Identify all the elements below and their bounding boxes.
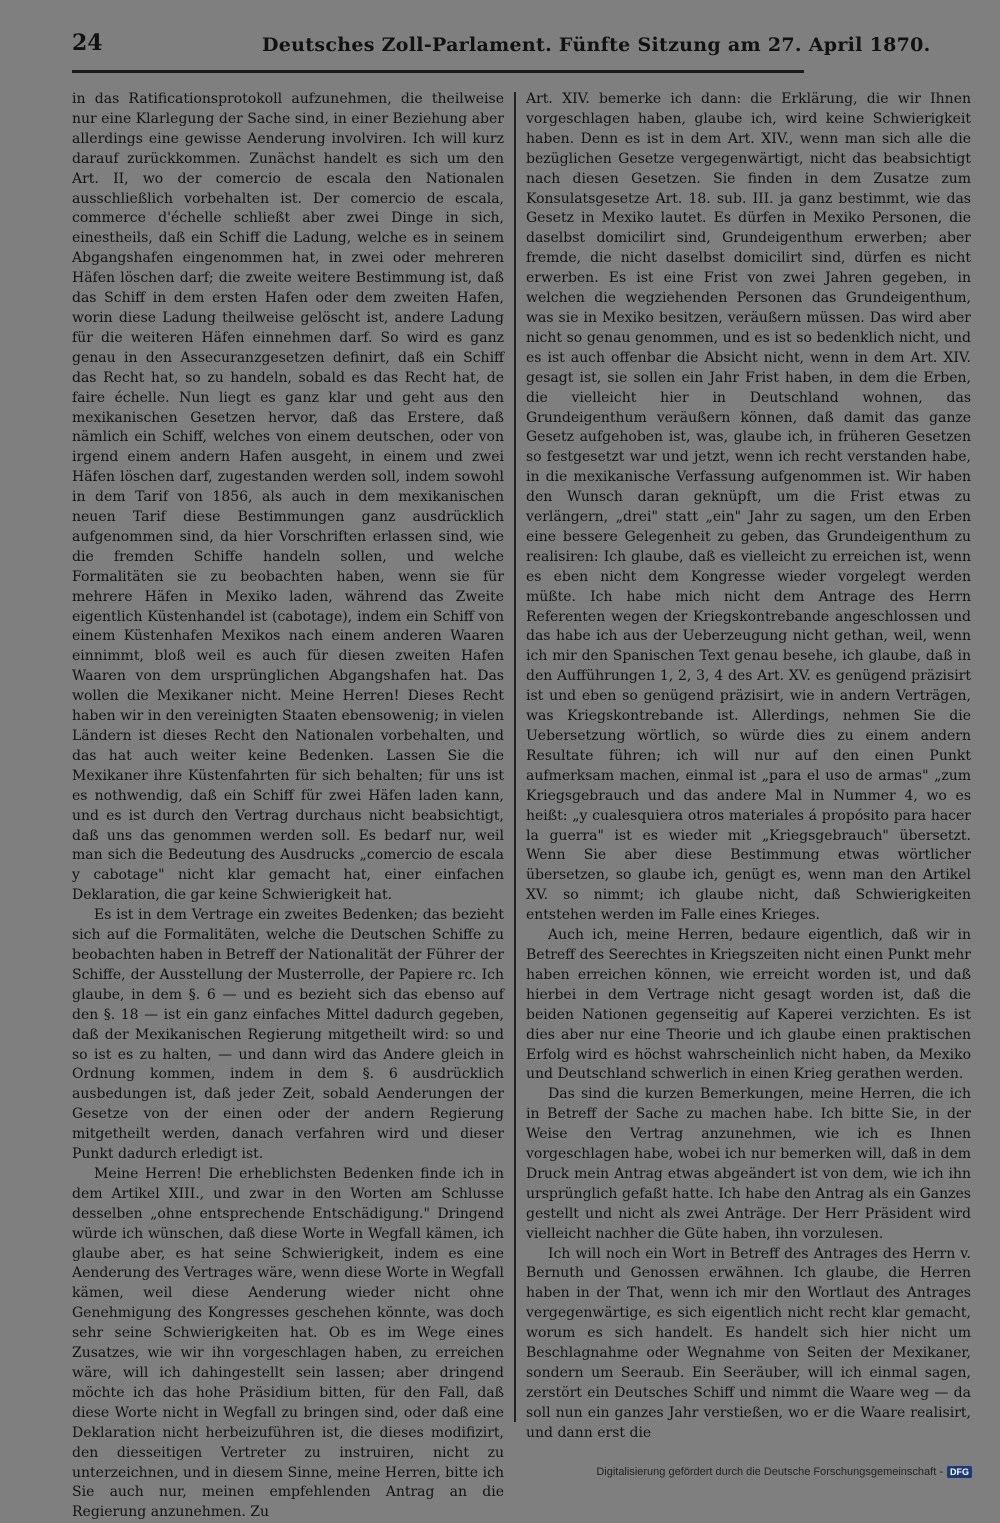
running-title: Deutsches Zoll-Parlament. Fünfte Sitzung am 27. April 1870. [262, 34, 931, 56]
paragraph: Meine Herren! Die erheblichsten Bedenken finde ich in dem Artikel XIII., und zwar in den Worten am Schlusse desselben „ohne entsprechende Entschädigung." Dringend würde ich wünschen, daß diese Worte in Wegfall kämen, ich glaube aber, es hat seine Schwierigkeit, indem es eine Aenderung des Vertrages wäre, wenn diese Worte in Wegfall kämen, weil diese Aenderung wieder nicht ohne Genehmigung des Kongresses geschehen könnte, was doch sehr seine Schwierigkeiten hat. Ob es im Wege eines Zusatzes, wie wir ihn vorgeschlagen haben, zu erreichen wäre, will ich dahingestellt sein lassen; aber dringend möchte ich das hohe Präsidium bitten, für den Fall, daß diese Worte nicht in Wegfall zu bringen sind, oder daß eine Deklaration nicht herbeizuführen ist, die dieses modifizirt, den diesseitigen Vertreter zu instruiren, nicht zu unterzeichnen, und in diesem Sinne, meine Herren, bitte ich Sie auch nur, meinen empfehlenden Antrag an die Regierung anzunehmen. Zu [72, 1165, 504, 1521]
header-rule [72, 70, 804, 73]
paragraph: in das Ratificationsprotokoll aufzunehmen, die theilweise nur eine Klarlegung der Sache sind, in einer Beziehung aber allerdings eine gewisse Aenderung involviren. Ich will kurz darauf zurückkommen. Zunächst handelt es sich um den Art. II, wo der comercio de escala den Nationalen ausschließlich vorbehalten ist. Der comercio de escala, commerce d'échelle schließt aber zwei Dinge in sich, einestheils, daß ein Schiff die Ladung, welche es in seinem Abgangshafen eingenommen hat, in zwei oder mehreren Häfen löschen darf; die zweite weitere Bestimmung ist, daß das Schiff in dem ersten Hafen oder dem zweiten Hafen, worin diese Ladung theilweise gelöscht ist, andere Ladung für die weiteren Häfen einnehmen darf. So wird es ganz genau in den Assecuranzgesetzen definirt, daß ein Schiff das Recht hat, so zu handeln, sobald es das Recht hat, de faire échelle. Nun liegt es ganz klar und geht aus den mexikanischen Gesetzen hervor, daß das Erstere, daß nämlich ein Schiff, welches von einem deutschen, oder von irgend einem andern Hafen ausgeht, in einem und zwei Häfen löschen darf, zugestanden werden soll, indem sowohl in dem Tarif von 1856, als auch in dem mexikanischen neuen Tarif diese Bestimmungen ganz ausdrücklich aufgenommen sind, da hier Vorschriften erlassen sind, wie die fremden Schiffe handeln sollen, und welche Formalitäten sie zu beobachten haben, wenn sie für mehrere Häfen in Mexiko laden, während das Zweite eigentlich Küstenhandel ist (cabotage), indem ein Schiff von einem Küstenhafen Mexikos nach einem anderen Waaren einnimmt, bloß weil es auch für diesen zweiten Hafen Waaren von dem ursprünglichen Abgangshafen hat. Das wollen die Mexikaner nicht. Meine Herren! Dieses Recht haben wir in den vereinigten Staaten ebensowenig; in vielen Ländern ist dieses Recht den Nationalen vorbehalten, und das hat auch weiter keine Bedenken. Lassen Sie die Mexikaner ihre Küstenfahrten für sich behalten; für uns ist es nothwendig, daß ein Schiff für zwei Häfen laden kann, und es ist durch den Vertrag durchaus nicht beabsichtigt, daß uns das genommen werden soll. Es bedarf nur, weil man sich die Bedeutung des Ausdrucks „comercio de escala y cabotage" nicht klar gemacht hat, einer einfachen Deklaration, die gar keine Schwierigkeit hat. [72, 91, 504, 904]
paragraph: Art. XIV. bemerke ich dann: die Erklärung, die wir Ihnen vorgeschlagen haben, glaube ich, wird keine Schwierigkeit haben. Denn es ist in dem Art. XIV., wenn man sich alle die bezüglichen Gesetze vergegenwärtigt, nicht das beabsichtigt nach diesen Gesetzen. Sie finden in dem Zusatze zum Konsulatsgesetze Art. 18. sub. III. ja ganz bestimmt, wie das Gesetz in Mexiko lautet. Es dürfen in Mexiko Personen, die daselbst domicilirt sind, Grundeigenthum erwerben; aber fremde, die nicht daselbst domicilirt sind, dürfen es nicht erwerben. Es ist eine Frist von zwei Jahren gegeben, in welchen die wegziehenden Personen das Grundeigenthum, was sie in Mexiko besitzen, veräußern müssen. Das wird aber nicht so genau genommen, und es ist so bedenklich nicht, und es ist auch offenbar die Absicht nicht, wenn in dem Art. XIV. gesagt ist, sie sollen ein Jahr Frist haben, in dem die Erben, die vielleicht hier in Deutschland wohnen, das Grundeigenthum veräußern können, daß damit das ganze Gesetz aufgehoben ist, was, glaube ich, in früheren Gesetzen so festgesetzt war und jetzt, wenn ich recht verstanden habe, in die mexikanische Verfassung aufgenommen ist. Wir haben den Wunsch daran geknüpft, um die Frist etwas zu verlängern, „drei" statt „ein" Jahr zu sagen, um den Erben eine bessere Gelegenheit zu geben, das Grundeigenthum zu realisiren: Ich glaube, daß es vielleicht zu erreichen ist, wenn es eben nicht dem Kongresse wieder vorgelegt werden müßte. Ich habe mich nicht dem Antrage des Herrn Referenten wegen der Kriegskontrebande angeschlossen und das habe ich aus der Ueberzeugung nicht gethan, weil, wenn ich mir den Spanischen Text genau besehe, ich glaube, daß in den Aufführungen 1, 2, 3, 4 des Art. XV. es genügend präzisirt ist und eben so genügend präzisirt, wie in andern Verträgen, was Kriegskontrebande ist. Allerdings, nehmen Sie die Uebersetzung wörtlich, so würde dies zu einem andern Resultate führen; ich will nur auf den einen Punkt aufmerksam machen, einmal ist „para el uso de armas" „zum Kriegsgebrauch und das andere Mal in Nummer 4, wo es heißt: „y cualesquiera otros materiales á propósito para hacer la guerra" ist es wieder mit „Kriegsgebrauch" übersetzt. Wenn Sie aber diese Bestimmung etwas wörtlicher übersetzen, so glaube ich, genügt es, wenn man den Artikel XV. so nimmt; ich glaube nicht, daß Schwierigkeiten entstehen werden im Falle eines Krieges. [526, 91, 971, 924]
page-number: 24 [72, 30, 103, 56]
column-divider [514, 92, 516, 1422]
dfg-logo-icon: DFG [947, 1466, 972, 1478]
credit-text: Digitalisierung gefördert durch die Deutsche Forschungsgemeinschaft - [596, 1466, 943, 1478]
paragraph: Es ist in dem Vertrage ein zweites Bedenken; das bezieht sich auf die Formalitäten, welche die Deutschen Schiffe zu beobachten haben in Betreff der Nationalität der Führer der Schiffe, der Ausstellung der Musterrolle, der Papiere rc. Ich glaube, in dem §. 6 — und es bezieht sich das ebenso auf den §. 18 — ist ein ganz einfaches Mittel dadurch gegeben, daß der Mexikanischen Regierung mitgetheilt wird: so und so ist es zu halten, — und dann wird das Andere gleich in Ordnung kommen, indem in dem §. 6 ausdrücklich ausbedungen ist, daß jeder Zeit, sobald Aenderungen der Gesetze von der einen oder der andern Regierung mitgetheilt werden, danach verfahren wird und dieser Punkt dadurch erledigt ist. [72, 907, 504, 1163]
right-column [526, 90, 971, 1441]
digitization-credit [596, 1466, 972, 1478]
left-column [72, 90, 504, 1521]
page-header [72, 30, 931, 72]
paragraph: Ich will noch ein Wort in Betreff des Antrages des Herrn v. Bernuth und Genossen erwähnen. Ich glaube, die Herren haben in der That, wenn ich mir den Wortlaut des Antrages vergegenwärtige, es sich eigentlich nicht recht klar gemacht, worum es sich handelt. Es handelt sich hier nicht um Beschlagnahme oder Wegnahme von Seiten der Mexikaner, sondern um Seeraub. Ein Seeräuber, will ich einmal sagen, zerstört ein Deutsches Schiff und nimmt die Waare weg — da soll nun ein ganzes Jahr verstießen, wo er die Waare realisirt, und dann erst die [526, 1245, 971, 1441]
paragraph: Das sind die kurzen Bemerkungen, meine Herren, die ich in Betreff der Sache zu machen habe. Ich bitte Sie, in der Weise den Vertrag anzunehmen, wie ich es Ihnen vorgeschlagen habe, wobei ich nur bemerken will, daß in dem Druck mein Antrag etwas abgeändert ist von dem, wie ich ihn ursprünglich gefaßt hatte. Ich habe den Antrag als ein Ganzes gestellt und nicht als zwei Anträge. Der Herr Präsident wird vielleicht nachher die Güte haben, ihn vorzulesen. [526, 1086, 971, 1242]
paragraph: Auch ich, meine Herren, bedaure eigentlich, daß wir in Betreff des Seerechtes in Kriegszeiten nicht einen Punkt mehr haben erreichen können, wie erreicht worden ist, und daß hierbei in dem Vertrage nicht gesagt worden ist, daß die beiden Nationen gegenseitig auf Kaperei verzichten. Es ist dies aber nur eine Theorie und ich glaube einen praktischen Erfolg wird es höchst wahrscheinlich nicht haben, da Mexiko und Deutschland schwerlich in einen Krieg gerathen werden. [526, 927, 971, 1083]
